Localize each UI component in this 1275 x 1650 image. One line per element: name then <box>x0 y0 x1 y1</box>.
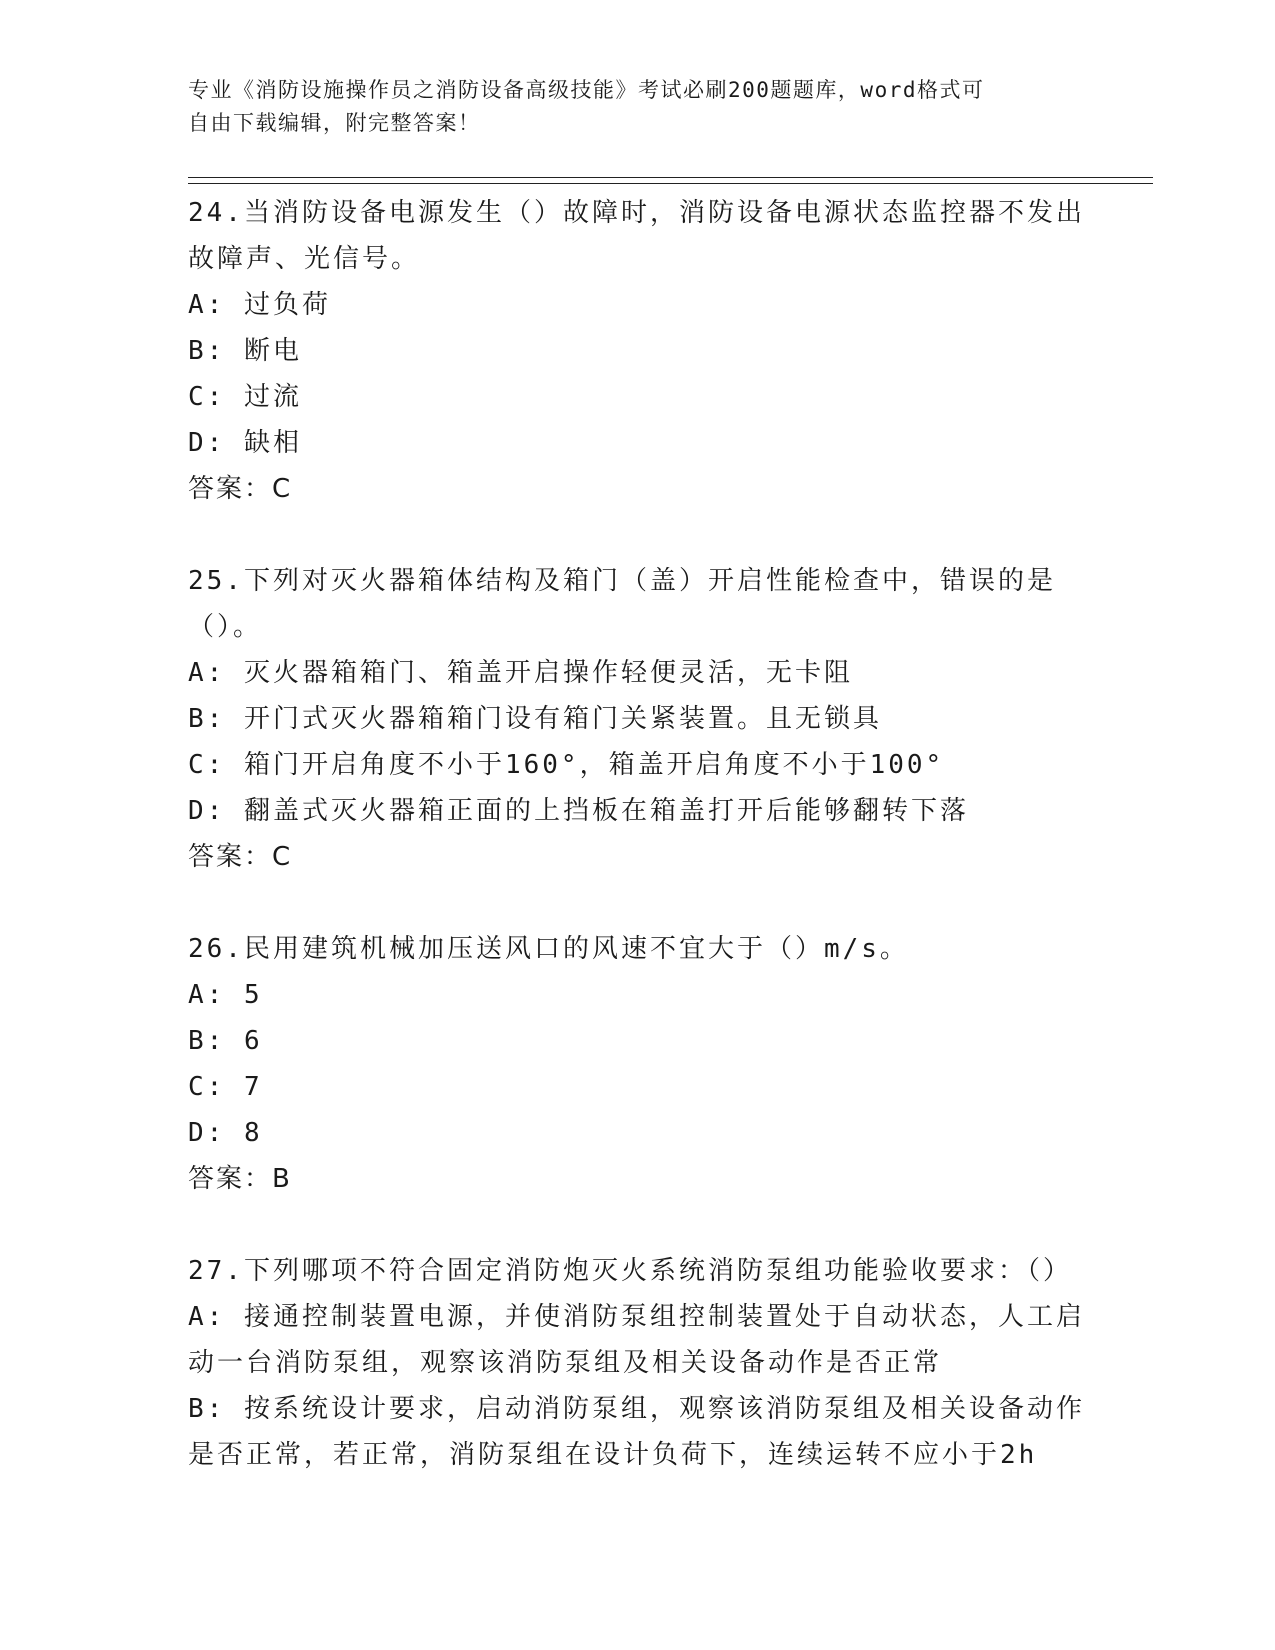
question-stem: 25.下列对灭火器箱体结构及箱门（盖）开启性能检查中，错误的是（）。 <box>188 566 1056 642</box>
question-24 <box>188 190 1088 512</box>
option-d: D: 8 <box>188 1118 263 1148</box>
question-25 <box>188 558 1088 880</box>
option-c: C: 箱门开启角度不小于160°，箱盖开启角度不小于100° <box>188 750 945 780</box>
option-b: B: 开门式灭火器箱箱门设有箱门关紧装置。且无锁具 <box>188 704 882 734</box>
spacer <box>188 512 1088 558</box>
answer-line: 答案：C <box>188 474 293 504</box>
option-c: C: 过流 <box>188 382 302 412</box>
header-divider-bottom <box>188 183 1153 184</box>
question-stem: 24.当消防设备电源发生（）故障时，消防设备电源状态监控器不发出故障声、光信号。 <box>188 198 1085 274</box>
question-27 <box>188 1248 1088 1478</box>
question-26 <box>188 926 1088 1202</box>
answer-line: 答案：B <box>188 1164 292 1194</box>
header-line-1: 专业《消防设施操作员之消防设备高级技能》考试必刷200题题库，word格式可 <box>188 78 985 102</box>
option-a: A: 灭火器箱箱门、箱盖开启操作轻便灵活，无卡阻 <box>188 658 853 688</box>
question-stem: 27.下列哪项不符合固定消防炮灭火系统消防泵组功能验收要求：（） <box>188 1256 1072 1286</box>
option-b: B: 按系统设计要求，启动消防泵组，观察该消防泵组及相关设备动作是否正常，若正常，消防泵组在设计负荷下，连续运转不应小于2h <box>188 1394 1085 1470</box>
option-d: D: 缺相 <box>188 428 302 458</box>
spacer <box>188 1202 1088 1248</box>
option-c: C: 7 <box>188 1072 263 1102</box>
option-b: B: 断电 <box>188 336 302 366</box>
answer-line: 答案：C <box>188 842 293 872</box>
option-a: A: 5 <box>188 980 263 1010</box>
option-d: D: 翻盖式灭火器箱正面的上挡板在箱盖打开后能够翻转下落 <box>188 796 969 826</box>
question-list <box>188 190 1088 1478</box>
question-stem: 26.民用建筑机械加压送风口的风速不宜大于（）m/s。 <box>188 934 909 964</box>
document-header <box>188 74 1068 140</box>
header-divider-top <box>188 177 1153 178</box>
option-a: A: 接通控制装置电源，并使消防泵组控制装置处于自动状态，人工启动一台消防泵组，观察该消防泵组及相关设备动作是否正常 <box>188 1302 1085 1378</box>
option-a: A: 过负荷 <box>188 290 331 320</box>
spacer <box>188 880 1088 926</box>
option-b: B: 6 <box>188 1026 263 1056</box>
header-line-2: 自由下载编辑，附完整答案！ <box>188 111 481 135</box>
